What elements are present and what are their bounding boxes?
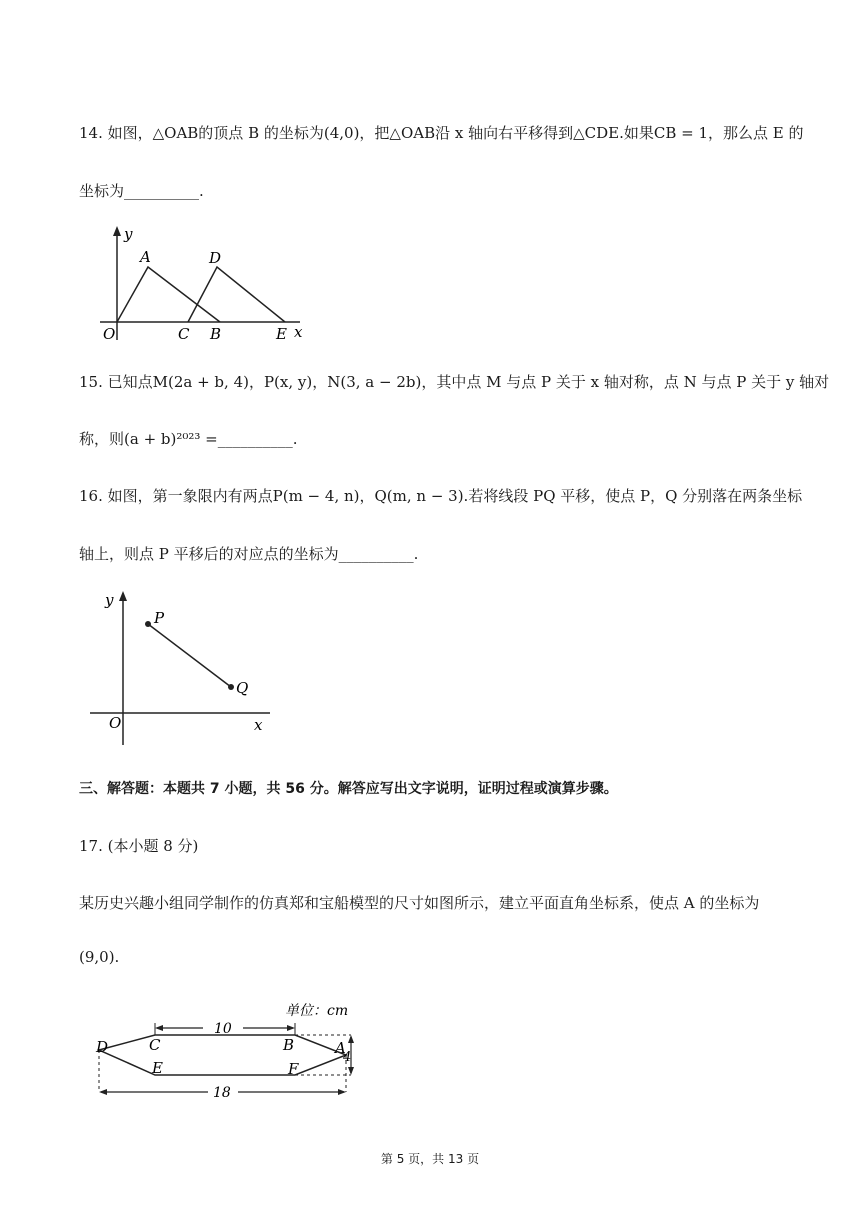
fig17-dim-bottom: 18 bbox=[213, 1085, 231, 1101]
fig17-label-A: A bbox=[335, 1039, 346, 1057]
fig14-label-B: B bbox=[210, 325, 222, 343]
figure-16 bbox=[85, 585, 285, 750]
fig17-dim-right: 4 bbox=[343, 1050, 352, 1065]
fig17-unit: 单位：cm bbox=[285, 1003, 349, 1019]
q17-line1: 某历史兴趣小组同学制作的仿真郑和宝船模型的尺寸如图所示，建立平面直角坐标系，使点 A 的坐标为 bbox=[79, 894, 760, 912]
figure-17 bbox=[88, 995, 368, 1105]
fig16-label-y: y bbox=[105, 591, 114, 609]
fig14-label-D: D bbox=[209, 249, 222, 267]
fig14-label-C: C bbox=[178, 325, 190, 343]
q15-line2: 称，则(a + b)²⁰²³ =__________. bbox=[79, 430, 298, 448]
q16-line1: 16. 如图，第一象限内有两点P(m − 4, n)，Q(m, n − 3).若将线段 PQ 平移，使点 P，Q 分别落在两条坐标 bbox=[79, 487, 803, 505]
q14-line2: 坐标为__________. bbox=[79, 182, 204, 200]
fig17-label-E: E bbox=[152, 1059, 163, 1077]
q16-line2: 轴上，则点 P 平移后的对应点的坐标为__________. bbox=[79, 545, 419, 563]
fig16-label-P: P bbox=[154, 609, 165, 627]
fig16-label-Q: Q bbox=[236, 679, 249, 697]
fig17-label-D: D bbox=[96, 1038, 109, 1056]
fig16-label-O: O bbox=[109, 714, 122, 732]
fig14-label-y: y bbox=[124, 225, 133, 243]
fig17-label-F: F bbox=[288, 1060, 299, 1078]
fig16-label-x: x bbox=[254, 716, 263, 734]
fig14-label-O: O bbox=[103, 325, 116, 343]
q17-header: 17. (本小题 8 分) bbox=[79, 837, 199, 855]
fig17-label-B: B bbox=[283, 1036, 295, 1054]
fig14-label-x: x bbox=[294, 323, 303, 341]
page-footer: 第 5 页，共 13 页 bbox=[380, 1152, 480, 1166]
fig14-label-E: E bbox=[276, 325, 287, 343]
q15-line1: 15. 已知点M(2a + b, 4)，P(x, y)，N(3, a − 2b)，其中点 M 与点 P 关于 x 轴对称，点 N 与点 P 关于 y 轴对 bbox=[79, 373, 830, 391]
fig14-label-A: A bbox=[140, 248, 151, 266]
q14-line1: 14. 如图，△OAB的顶点 B 的坐标为(4,0)，把△OAB沿 x 轴向右平移得到△CDE.如果CB = 1，那么点 E 的 bbox=[79, 124, 804, 142]
q17-line2: (9,0). bbox=[79, 948, 120, 966]
figure-14 bbox=[95, 225, 315, 345]
fig17-label-C: C bbox=[149, 1036, 161, 1054]
section-3-heading: 三、解答题：本题共 7 小题，共 56 分。解答应写出文字说明，证明过程或演算步骤。 bbox=[79, 781, 618, 797]
fig17-dim-top: 10 bbox=[214, 1021, 232, 1037]
